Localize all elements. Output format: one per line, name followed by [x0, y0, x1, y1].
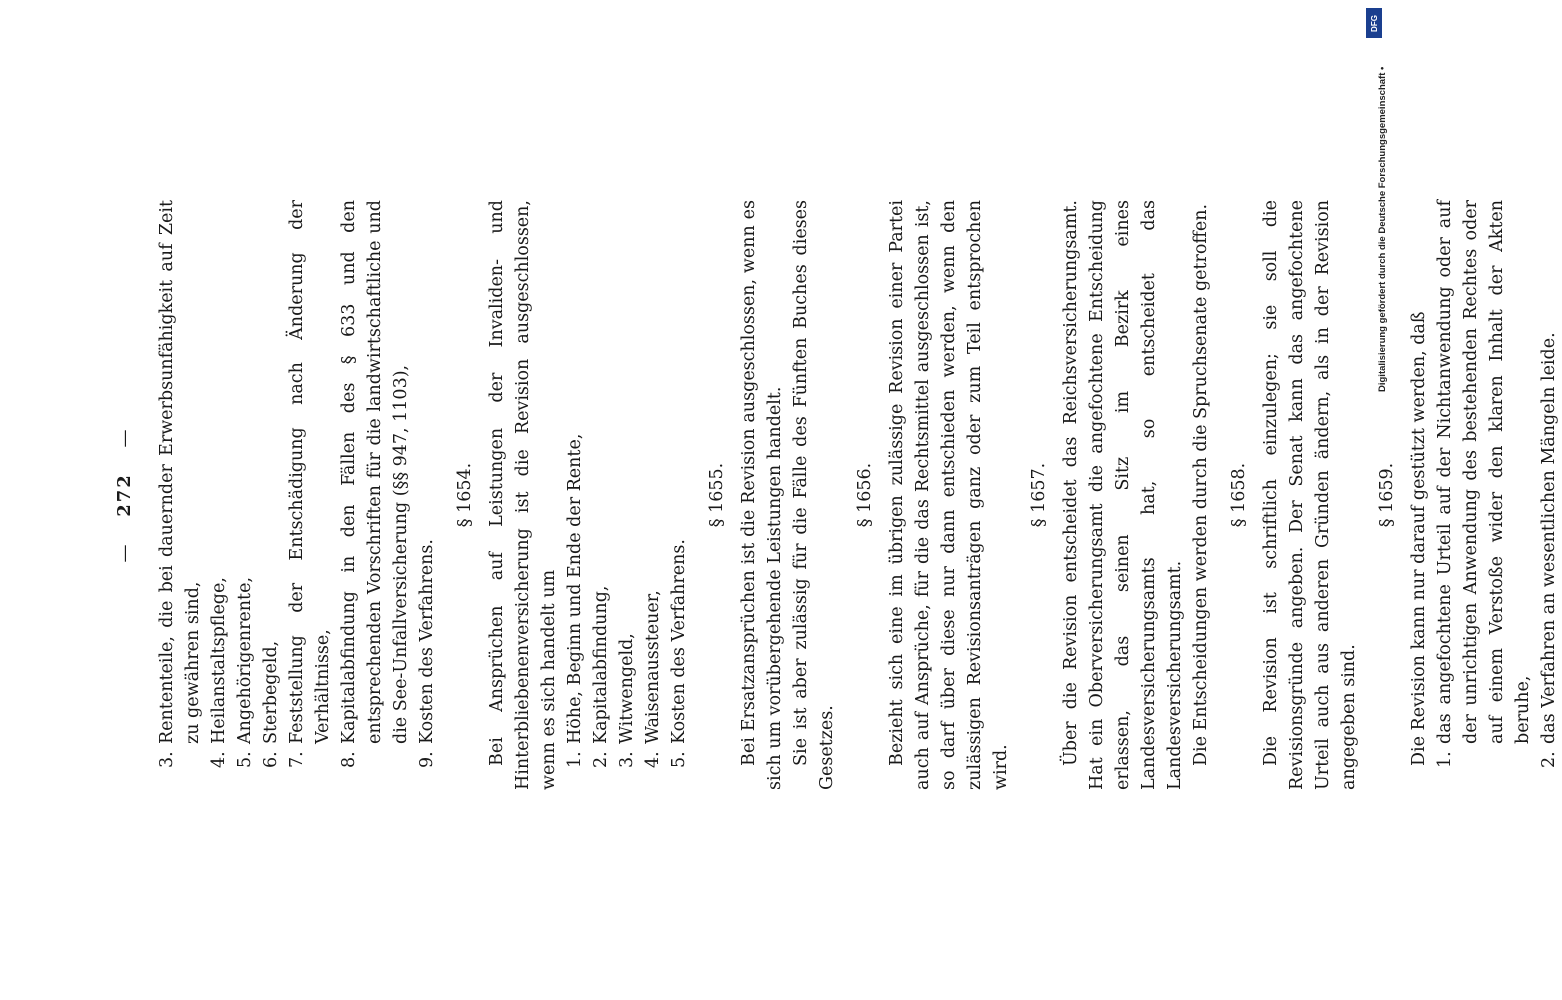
item-text: das Verfahren an wesentlichen Mängeln leide.	[1539, 332, 1559, 744]
section-heading-1658: § 1658.	[1229, 462, 1249, 528]
item-text: Kosten des Verfahrens.	[417, 539, 437, 744]
item-text: Sterbegeld,	[261, 640, 281, 744]
list-item	[614, 200, 640, 790]
item-number: 4.	[643, 751, 663, 768]
item-text: Feststellung der Entschädigung nach Änderung der Verhältnisse,	[287, 200, 333, 744]
list-item	[206, 200, 232, 790]
item-number: 1.	[565, 751, 585, 768]
paragraph: Die Entscheidungen werden durch die Spruchsenate getroffen.	[1191, 203, 1211, 766]
section-heading-1659: § 1659.	[1377, 462, 1397, 528]
list-item	[414, 200, 440, 790]
item-text: Angehörigenrente,	[235, 576, 255, 744]
page-number: 272	[114, 473, 135, 517]
item-text: Waisenaussteuer,	[643, 590, 663, 744]
item-text: Höhe, Beginn und Ende der Rente,	[565, 433, 585, 744]
item-text: Kosten des Verfahrens.	[669, 539, 689, 744]
item-number: 8.	[339, 751, 359, 768]
paragraph: Die Revision ist schriftlich einzulegen; sie soll die Revisionsgründe angeben. Der Senat kann das angefochtene Urteil auch aus anderen Gründen ändern, als in der Revision angegeben sind.	[1261, 200, 1359, 790]
item-number: 9.	[417, 751, 437, 768]
item-number: 7.	[287, 751, 307, 768]
list-item	[1432, 200, 1536, 790]
list-item	[154, 200, 206, 790]
item-number: 4.	[209, 751, 229, 768]
paragraph: Bei Ansprüchen auf Leistungen der Invaliden- und Hinterbliebenenversicherung ist die Revision ausgeschlossen, wenn es sich handelt um	[487, 200, 559, 790]
dfg-logo	[1366, 8, 1382, 38]
paragraph: Sie ist aber zulässig für die Fälle des Fünften Buches dieses Gesetzes.	[791, 200, 837, 790]
header-dash-right: —	[114, 427, 135, 448]
list-item	[588, 200, 614, 790]
paragraph: Bei Ersatzansprüchen ist die Revision ausgeschlossen, wenn es sich um vorübergehende Leistungen handelt.	[739, 200, 785, 790]
item-number: 1.	[1435, 751, 1455, 768]
section-heading-1656: § 1656.	[855, 462, 875, 528]
item-number: 2.	[1539, 751, 1559, 768]
item-number: 3.	[157, 751, 177, 768]
paragraph: Die Revision kann nur darauf gestützt werden, daß	[1409, 311, 1429, 766]
item-text: Rententeile, die bei dauernder Erwerbsunfähigkeit auf Zeit zu gewähren sind,	[157, 200, 203, 744]
dfg-logo-text: DFG	[1369, 14, 1379, 32]
item-number: 6.	[261, 751, 281, 768]
section-1654-list	[562, 200, 692, 790]
page-text	[112, 200, 1562, 790]
paragraph: Über die Revision entscheidet das Reichsversicherungsamt. Hat ein Oberversicherungsamt die angefochtene Entscheidung erlassen, das seinen Sitz im Bezirk eines Landesversicherungsamts hat, so entscheidet das Landesversicherungsamt.	[1061, 200, 1185, 790]
item-text: das angefochtene Urteil auf der Nichtanwendung oder auf der unrichtigen Anwendung des bestehenden Rechtes oder auf einem Verstoße wider den klaren Inhalt der Akten beruhe,	[1435, 200, 1533, 744]
list-item	[1536, 200, 1562, 790]
list-item	[562, 200, 588, 790]
section-heading-1657: § 1657.	[1029, 462, 1049, 528]
item-text: Kapitalabfindung in den Fällen des § 633 und den entsprechenden Vorschriften für die landwirtschaftliche und die See-Unfallversicherung (§§ 947, 1103),	[339, 200, 411, 744]
list-item	[258, 200, 284, 790]
item-text: Heilanstaltspflege,	[209, 577, 229, 744]
section-heading-1654: § 1654.	[455, 462, 475, 528]
list-item	[336, 200, 414, 790]
dfg-credit: Digitalisierung gefördert durch die Deutsche Forschungsgemeinschaft •	[1377, 66, 1388, 392]
paragraph: Bezieht sich eine im übrigen zulässige Revision einer Partei auch auf Ansprüche, für die das Rechtsmittel ausgeschlossen ist, so darf über diese nur dann entschieden werden, wenn den zulässigen Revisionsanträgen ganz oder zum Teil entsprochen wird.	[887, 200, 1011, 790]
section-1659-list	[1432, 200, 1562, 790]
page-header	[112, 200, 138, 790]
item-number: 3.	[617, 751, 637, 768]
item-number: 5.	[235, 751, 255, 768]
list-item	[666, 200, 692, 790]
list-item	[640, 200, 666, 790]
list-item	[232, 200, 258, 790]
item-text: Witwengeld,	[617, 633, 637, 744]
intro-list	[154, 200, 440, 790]
item-number: 5.	[669, 751, 689, 768]
list-item	[284, 200, 336, 790]
item-text: Kapitalabfindung,	[591, 585, 611, 744]
item-number: 2.	[591, 751, 611, 768]
section-heading-1655: § 1655.	[707, 462, 727, 528]
header-dash-left: —	[114, 542, 135, 563]
